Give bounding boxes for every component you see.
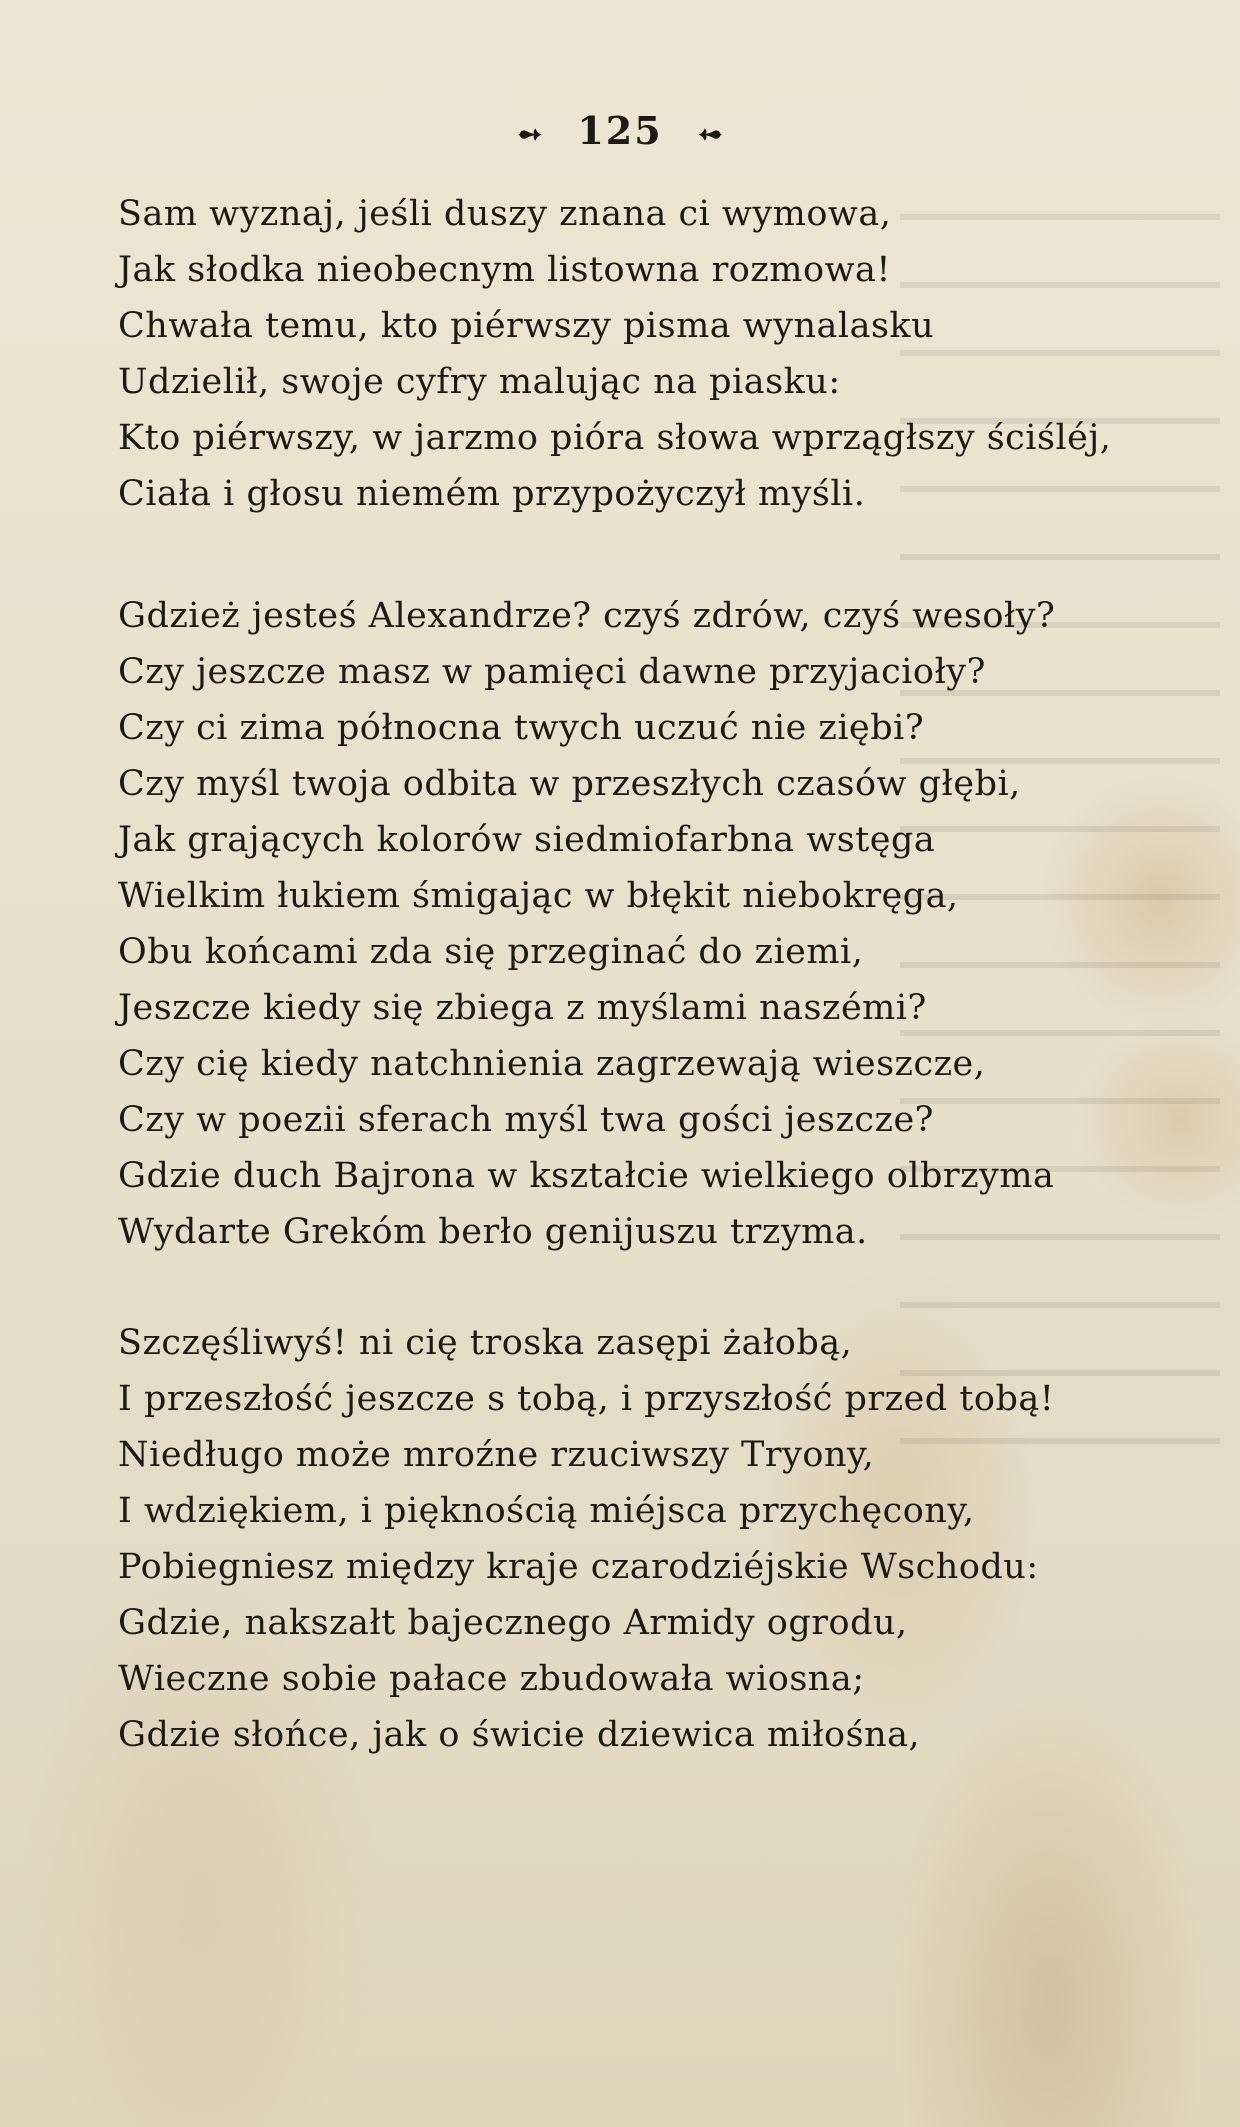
verse-line: Wydarte Grekóm berło genijuszu trzyma. xyxy=(118,1212,868,1252)
verse-line: Czy ci zima północna twych uczuć nie ziębi? xyxy=(118,708,925,748)
stanza-2 xyxy=(118,588,1138,1260)
verse-line: Chwała temu, kto piérwszy pisma wynalasku xyxy=(118,306,935,346)
verse-line: Udzielił, swoje cyfry malując na piasku: xyxy=(118,362,841,402)
verse-line: Czy w poezii sferach myśl twa gości jeszcze? xyxy=(118,1100,934,1140)
verse-line: I wdziękiem, i pięknością miéjsca przychęcony, xyxy=(118,1491,975,1531)
verse-line: Gdzie słońce, jak o świcie dziewica miłośna, xyxy=(118,1715,921,1755)
verse-line: Kto piérwszy, w jarzmo pióra słowa wprzągłszy ściśléj, xyxy=(118,418,1112,458)
verse-line: Pobiegniesz między kraje czarodziéjskie Wschodu: xyxy=(118,1547,1039,1587)
ornament-left-icon: ➻ xyxy=(516,117,545,152)
verse-line: Szczęśliwyś! ni cię troska zasępi żałobą, xyxy=(118,1323,853,1363)
page-header xyxy=(0,108,1240,153)
verse-line: Jak słodka nieobecnym listowna rozmowa! xyxy=(118,250,891,290)
verse-line: I przeszłość jeszcze s tobą, i przyszłość przed tobą! xyxy=(118,1379,1055,1419)
verse-line: Obu końcami zda się przeginać do ziemi, xyxy=(118,932,864,972)
ornament-right-icon: ➻ xyxy=(695,117,724,152)
stanza-3 xyxy=(118,1315,1138,1763)
verse-line: Jak grających kolorów siedmiofarbna wstęga xyxy=(118,820,936,860)
verse-line: Niedługo może mroźne rzuciwszy Tryony, xyxy=(118,1435,875,1475)
verse-line: Gdzież jesteś Alexandrze? czyś zdrów, czyś wesoły? xyxy=(118,596,1056,636)
verse-line: Gdzie, nakszałt bajecznego Armidy ogrodu, xyxy=(118,1603,908,1643)
verse-line: Jeszcze kiedy się zbiega z myślami naszémi? xyxy=(118,988,927,1028)
verse-line: Czy myśl twoja odbita w przeszłych czasów głębi, xyxy=(118,764,1021,804)
verse-line: Wielkim łukiem śmigając w błękit niebokręga, xyxy=(118,876,959,916)
verse-line: Czy cię kiedy natchnienia zagrzewają wieszcze, xyxy=(118,1044,986,1084)
verse-line: Czy jeszcze masz w pamięci dawne przyjacioły? xyxy=(118,652,986,692)
verse-line: Gdzie duch Bajrona w kształcie wielkiego olbrzyma xyxy=(118,1156,1055,1196)
stanza-1 xyxy=(118,186,1138,522)
verse-line: Ciała i głosu niemém przypożyczył myśli. xyxy=(118,474,866,514)
page-number: 125 xyxy=(577,108,663,153)
verse-line: Wieczne sobie pałace zbudowała wiosna; xyxy=(118,1659,865,1699)
verse-line: Sam wyznaj, jeśli duszy znana ci wymowa, xyxy=(118,194,892,234)
